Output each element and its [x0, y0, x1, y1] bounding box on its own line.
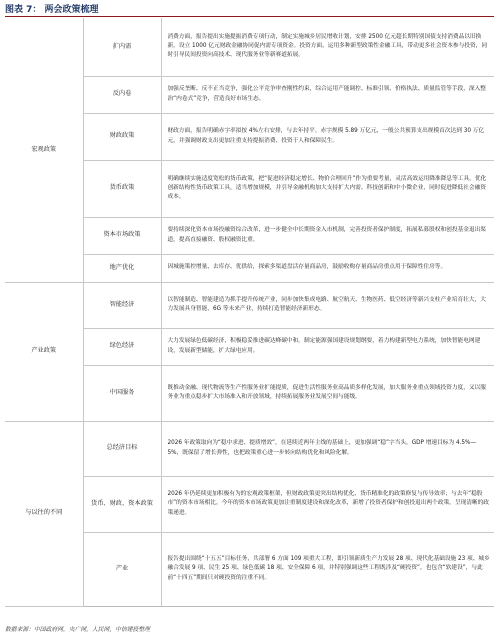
subcategory-cell: 中国服务	[83, 365, 161, 421]
description-cell: 报告提出围绕“十五五”目标任务，共部署 6 方面 109 项重大工程，即引领新质生产力发展 28 项、现代化基础设施 23 项、城乡融合发展 9 项、民生 25 项、绿色低碳 18 项、安全保障 6 项，并特别强调这些工程既涉及“硬投资”，也包含“软建设”，与此前“十四五”期间只对硬投资的注重不同。	[161, 532, 494, 606]
description-cell: 因城施策控增量、去库存、优供给，探索多渠道盘活存量商品房，鼓励收购存量商品房重点用于保障性住房等。	[161, 254, 494, 282]
description-cell: 明确继续实施适度宽松的货币政策，把“促进经济稳定增长、物价合理回升”作为重要考量，灵活高效运用降准降息等工具，优化创新结构性货币政策工具，适当增加规模，并引导金融机构加大支持扩大内需、科技创新和中小微企业，同时促进降低社会融资成本。	[161, 160, 494, 217]
subcategory-cell: 财政政策	[83, 113, 161, 160]
subcategory-cell: 地产优化	[83, 254, 161, 282]
subcategory-cell: 扩内需	[83, 18, 161, 76]
description-cell: 加强反垄断、反不正当竞争，强化公平竞争审查刚性约束，综合运用产能调控、标准引领、价格执法、质量监管等手段，深入整治“内卷式”竞争，营造良好市场生态。	[161, 76, 494, 113]
subcategory-cell: 货币、财政、资本政策	[83, 476, 161, 532]
description-cell: 大力发展绿色低碳经济，积极稳妥推进碳达峰碳中和。制定能源强国建设规划纲要，着力构建新型电力系统，加快智能电网建设，发展新型储能，扩大绿电应用。	[161, 328, 494, 365]
title-divider	[5, 16, 494, 17]
subcategory-cell: 智能经济	[83, 282, 161, 328]
subcategory-cell: 产业	[83, 532, 161, 606]
category-cell: 宏观政策	[5, 18, 83, 282]
description-cell: 既推动金融、现代物流等生产性服务业扩能提质，促进生活性服务业高品质多样化发展，加大服务业重点领域投资力度，又以服务业为重点稳步扩大市场准入和开放领域，持续拓展服务业发展空间与能级。	[161, 365, 494, 421]
table-row	[5, 18, 494, 76]
description-cell: 消费方面，报告提出实施提振消费专项行动，制定实施城乡居民增收计划，安排 2500 亿元超长期特别国债支持消费品以旧换新，设立 1000 亿元财政金融协同促内需专项资金。投资方面，运用多种新型政策性金融工具，带动更多社会资本参与投资，同时引导民间投资向高技术、现代服务业等新赛道拓展。	[161, 18, 494, 76]
category-cell: 与以往的不同	[5, 421, 83, 606]
source-note: 数据来源：中国政府网，央广网，人民网，中信建投整理	[5, 627, 150, 633]
figure-title: 图表 7： 两会政策梳理	[5, 5, 99, 15]
policy-table	[5, 18, 494, 607]
subcategory-cell: 资本市场政策	[83, 217, 161, 254]
category-cell: 产业政策	[5, 282, 83, 421]
subcategory-cell: 总经济目标	[83, 421, 161, 476]
table-row	[5, 421, 494, 476]
subcategory-cell: 货币政策	[83, 160, 161, 217]
description-cell: 财政方面，报告明确赤字率拟按 4%左右安排，与去年持平。赤字规模 5.89 万亿元，一般公共预算支出规模首次达到 30 万亿元，并强调财政支出更加注重支持提振消费、投资于人和保障民生。	[161, 113, 494, 160]
table-row	[5, 282, 494, 328]
subcategory-cell: 绿色经济	[83, 328, 161, 365]
description-cell: 2026 年仍延续更加积极有为的宏观政策框架，但财政政策更突出结构优化、货币精准化的政策修复与传导效率；与去年“稳股市”的资本市场相比，今年的资本市场政策更加注重制度建设和深化改革，新增了投资者保护和创投退出两个政策，呈现清晰的政策递进。	[161, 476, 494, 532]
description-cell: 2026 年政策取向为“稳中求进、提质增效”，在延续近两年主线的基础上，更加强调“稳”字当头。GDP 增速目标为 4.5%—5%，既保留了增长弹性，也把政策重心进一步转向结构优化和风险化解。	[161, 421, 494, 476]
description-cell: 以智能制造、智能建造为抓手提升传统产业，同步加快集成电路、航空航天、生物医药、低空经济等新兴支柱产业培育壮大，大力发展具身智能、6G 等未来产业，持续打造智能经济新形态。	[161, 282, 494, 328]
subcategory-cell: 反内卷	[83, 76, 161, 113]
description-cell: 要持续深化资本市场投融资综合改革，进一步健全中长期资金入市机制，完善投资者保护制度，拓展私募股权和创投基金退出渠道，提高直接融资、股权融资比重。	[161, 217, 494, 254]
